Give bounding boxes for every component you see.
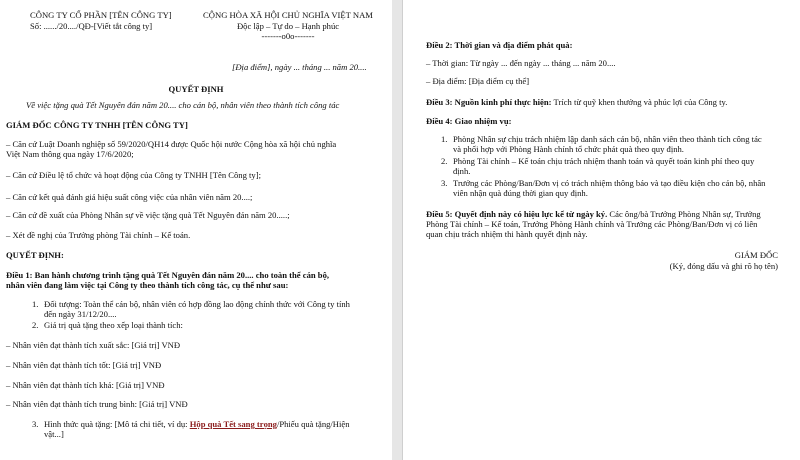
item-1-line-2: đến ngày 31/12/20.... bbox=[44, 309, 117, 319]
article-2-time: – Thời gian: Từ ngày ... đến ngày ... tháng ... năm 20.... bbox=[426, 58, 616, 68]
header-separator: -------o0o------- bbox=[261, 31, 315, 42]
grade-average: – Nhân viên đạt thành tích trung bình: [Giá trị] VNĐ bbox=[6, 399, 188, 409]
basis-charter: – Căn cứ Điều lệ tổ chức và hoạt động của Công ty TNHH [Tên Công ty]; bbox=[6, 170, 261, 180]
nation-name: CỘNG HÒA XÃ HỘI CHỦ NGHĨA VIỆT NAM bbox=[203, 10, 373, 20]
company-name: CÔNG TY CỔ PHẦN [TÊN CÔNG TY] bbox=[30, 10, 172, 20]
company-header bbox=[30, 10, 170, 31]
task-1-line-1: Phòng Nhân sự chịu trách nhiệm lập danh sách cán bộ, nhân viên theo thành tích công tác bbox=[453, 134, 762, 144]
task-1-number: 1. bbox=[441, 134, 448, 144]
grade-good: – Nhân viên đạt thành tích tốt: [Giá trị] VNĐ bbox=[6, 360, 162, 370]
grade-fair: – Nhân viên đạt thành tích khá: [Giá trị] VNĐ bbox=[6, 380, 165, 390]
item-3-suffix: /Phiếu quà tặng/Hiện bbox=[276, 419, 350, 429]
task-2-line-2: định. bbox=[453, 166, 471, 176]
grade-excellent: – Nhân viên đạt thành tích xuất sắc: [Giá trị] VNĐ bbox=[6, 340, 181, 350]
basis-performance: – Căn cứ kết quả đánh giá hiệu suất công việc của nhân viên năm 20....; bbox=[6, 192, 253, 202]
basis-finance-request: – Xét đề nghị của Trưởng phòng Tài chính – Kế toán. bbox=[6, 230, 191, 240]
item-1-number: 1. bbox=[32, 299, 39, 309]
task-1-line-2: và phối hợp với Phòng Hành chính tổ chức phát quà theo quy định. bbox=[453, 144, 684, 154]
article-1-line-1: Điều 1: Ban hành chương trình tặng quà Tết Nguyên đán năm 20.... cho toàn thể cán bộ, bbox=[6, 270, 330, 280]
task-2-number: 2. bbox=[441, 156, 448, 166]
task-3-line-1: Trưởng các Phòng/Ban/Đơn vị có trách nhiệm thông báo và tạo điều kiện cho cán bộ, nhân bbox=[453, 178, 766, 188]
article-5-label: Điều 5: Quyết định này có hiệu lực kể từ ngày ký. bbox=[426, 209, 608, 219]
article-5-line-3: quan chịu trách nhiệm thi hành quyết định này. bbox=[426, 229, 588, 239]
item-2-line-1: Giá trị quà tặng theo xếp loại thành tích: bbox=[44, 320, 183, 330]
item-3-line-2: vật...] bbox=[44, 429, 64, 439]
document-number: Số: ....../20..../QĐ-[Viết tắt công ty] bbox=[30, 20, 153, 31]
task-3-number: 3. bbox=[441, 178, 448, 188]
article-2-heading: Điều 2: Thời gian và địa điểm phát quà: bbox=[426, 40, 573, 50]
article-3-text: Trích từ quỹ khen thưởng và phúc lợi của Công ty. bbox=[551, 97, 728, 107]
national-header bbox=[188, 10, 388, 42]
national-motto: Độc lập – Tự do – Hạnh phúc bbox=[236, 20, 340, 31]
item-2-number: 2. bbox=[32, 320, 39, 330]
item-3-line-1 bbox=[44, 419, 350, 430]
item-1-line-1: Đối tượng: Toàn thể cán bộ, nhân viên có hợp đồng lao động chính thức với Công ty tính bbox=[44, 299, 350, 309]
task-2-line-1: Phòng Tài chính – Kế toán chịu trách nhiệm thanh toán và quyết toán kinh phí theo quy bbox=[453, 156, 755, 166]
article-5-text: Các ông/bà Trưởng Phòng Nhân sự, Trưởng bbox=[607, 209, 761, 219]
article-5-line-2: Phòng Tài chính – Kế toán, Trưởng Phòng Hành chính và Trưởng các Phòng/Ban/Đơn vị có liên bbox=[426, 219, 758, 229]
place-date: [Địa điểm], ngày ... tháng ... năm 20.... bbox=[232, 62, 367, 72]
document-page-left bbox=[0, 0, 392, 460]
basis-hr-proposal: – Căn cứ đề xuất của Phòng Nhân sự về việc tặng quà Tết Nguyên đán năm 20.....; bbox=[6, 210, 290, 220]
signature-block bbox=[670, 250, 778, 271]
article-3-label: Điều 3: Nguồn kinh phí thực hiện: bbox=[426, 97, 552, 107]
article-1-line-2: nhân viên đang làm việc tại Công ty theo thành tích công tác, cụ thể như sau: bbox=[6, 280, 289, 290]
decision-subtitle: Về việc tặng quà Tết Nguyên đán năm 20.... cho cán bộ, nhân viên theo thành tích công tác bbox=[26, 100, 340, 110]
issuing-authority: GIÁM ĐỐC CÔNG TY TNHH [TÊN CÔNG TY] bbox=[6, 120, 188, 130]
article-3 bbox=[426, 97, 727, 108]
article-2-place: – Địa điểm: [Địa điểm cụ thể] bbox=[426, 76, 530, 86]
task-3-line-2: viên nhận quà đúng thời gian quy định. bbox=[453, 188, 588, 198]
article-4-heading: Điều 4: Giao nhiệm vụ: bbox=[426, 116, 512, 126]
signer-note: (Ký, đóng dấu và ghi rõ họ tên) bbox=[669, 260, 778, 271]
basis-law-line-2: Việt Nam thông qua ngày 17/6/2020; bbox=[6, 149, 134, 159]
decide-heading: QUYẾT ĐỊNH: bbox=[6, 250, 64, 260]
article-5-line-1 bbox=[426, 209, 761, 220]
gift-example-link[interactable]: Hộp quà Tết sang trọng bbox=[189, 419, 277, 429]
item-3-prefix: Hình thức quà tặng: [Mô tả chi tiết, ví dụ: bbox=[44, 419, 190, 429]
item-3-number: 3. bbox=[32, 419, 39, 429]
basis-law-line-1: – Căn cứ Luật Doanh nghiệp số 59/2020/QH14 được Quốc hội nước Cộng hòa xã hội chủ nghĩa bbox=[6, 139, 337, 149]
decision-title: QUYẾT ĐỊNH bbox=[168, 84, 224, 94]
signer-title: GIÁM ĐỐC bbox=[734, 250, 778, 260]
document-page-right bbox=[402, 0, 800, 460]
